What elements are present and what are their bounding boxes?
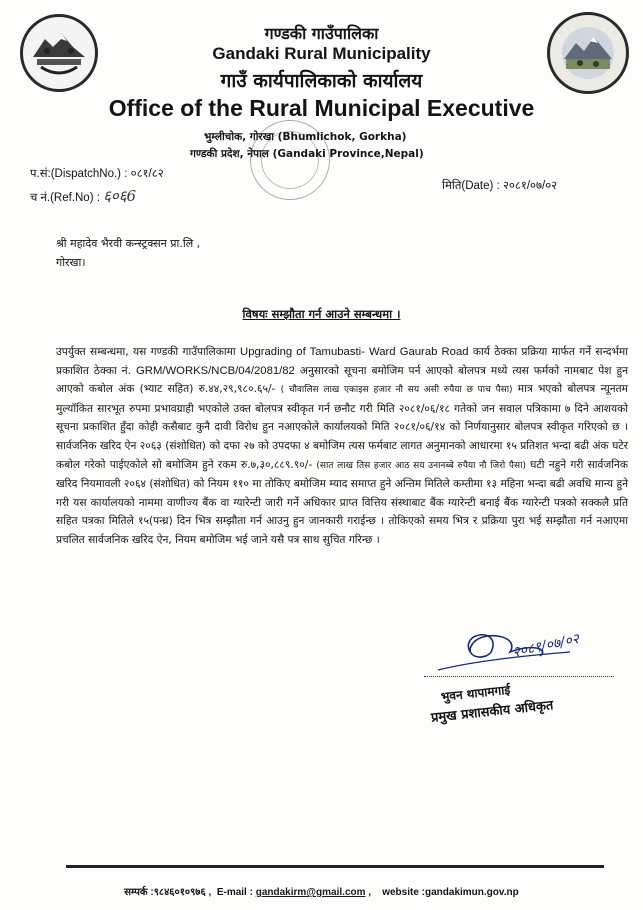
amount-in-words-1: ( चौवालिस लाख एकाइस हजार नौ सय असी रुपैया छ पाच पैसा) <box>280 385 513 396</box>
contract-number: GRM/WORKS/NCB/04/2081/82 <box>136 364 295 377</box>
footer-divider <box>66 865 604 868</box>
email-link[interactable]: gandakirm@gmail.com <box>255 887 366 898</box>
municipality-name-np: गण्डकी गाउँपालिका <box>264 24 379 43</box>
municipality-name-en: Gandaki Rural Municipality <box>212 44 431 63</box>
signature-line <box>424 676 614 677</box>
signature-date: २०८१/०७/०२ <box>511 631 581 661</box>
project-name: Upgrading of Tamubasti- Ward Gaurab Road <box>240 346 469 358</box>
reference-number: च नं.(Ref.No) : ६०६6 <box>30 187 137 205</box>
contact-phone: सम्पर्क :९८४६०१०९७६ , <box>124 887 212 898</box>
letter-body: उपर्युक्त सम्बन्धमा, यस गण्डकी गाउँपालिकामा Upgrading of Tamubasti- Ward Gaurab Road कार्य ठेक्का प्रक्रिया मार्फत गर्ने सन्दर्भमा प्रकाशित ठेक्का नं. GRM/WORKS/NCB/04/2081/82 अनुसारको सूचना बमोजिम पर्न आएको बोलपत्र मध्ये त्यस फर्मको नामबाट पेश हुन आएको कबोल अंक (भ्याट सहित) रु.४४,२९,९८०.६५/- ( चौवालिस लाख एकाइस हजार नौ सय असी रुपैया छ पाच पैसा) मात्र भएको बोलपत्र न्यूनतम मुल्यॉकित सारभूत रुपमा प्रभावग्राही भएकोले उक्त बोलपत्र स्वीकृत गर्न छनौट गरी मिति २०८१/०६/१८ गतेको जन सवाल पत्रिकामा ७ दिने आशयको सूचना प्रकाशित हुँदा कोही कसैबाट कुनै दावी विरोध हुन नआएकोले कार्यालयको मिति २०८१/०६/१४ को निर्णयानुसार बोलपत्र स्वीकृत गरिएको छ । सार्वजनिक खरिद ऐन २०६३ (संशोधित) को दफा २७ को उपदफा ४ बमोजिम त्यस फर्मबाट लागत अनुमानको आधारमा १५ प्रतिशत भन्दा बढी अंक घटेर कबोल गरेको पाईएकोले सो बमोजिम हुने रकम रु.७,३०,८८९.९०/- (सात लाख तिस हजार आठ सय उनानब्बे रुपैया नौ जिरो पैसा) घटी नहुने गरी सार्वजनिक खरिद नियमावली २०६४ (संशोधित) को नियम ११० मा तोकिए बमोजिम म्याद समाप्त हुने अन्तिम मितिले कम्तीमा १३ महिना भन्दा बढी अवधि मान्य हुने गरी यस कार्यालयको नाममा वाणीज्य बैंक वा ग्यारेन्टी जारी गर्ने अधिकार प्राप्त वित्तिय संस्थाबाट बैंक ग्यारेन्टी बनाई बैंक ग्यारेन्टी पत्रको सक्कलै प्रति सहित पत्रका मितिले १५(पन्ध्र) दिन भित्र सम्झौता गर्न आउनु हुन जानकारी गराईन्छ । तोकिएको समय भित्र र प्रक्रिया पुरा भई सम्झौता गर्न नआएमा प्रचलित सार्वजनिक खरिद ऐन, नियम बमोजिम भई जाने यसै पत्र साथ सुचित गरिन्छ । <box>56 346 629 546</box>
office-name-np: गाउँ कार्यपालिकाको कार्यालय <box>220 70 423 92</box>
amount-in-words-2: (सात लाख तिस हजार आठ सय उनानब्बे रुपैया नौ जिरो पैसा) <box>316 460 526 471</box>
footer-contact: सम्पर्क :९८४६०१०९७६ , E-mail : gandakirm@gmail.com , website :gandakimun.gov.np <box>124 887 519 898</box>
address-line-2: गण्डकी प्रदेश, नेपाल (Gandaki Province,Nepal) <box>190 148 424 160</box>
recipient-name: श्री महादेव भैरवी कन्स्ट्रक्सन प्रा.लि , <box>56 237 201 250</box>
signatory-name: भुवन थापामगाई <box>440 682 511 704</box>
letter-date: मिति(Date) : २०८१/०७/०२ <box>442 180 558 192</box>
office-name-en: Office of the Rural Municipal Executive <box>108 95 535 121</box>
subject-line: विषयः सम्झौता गर्न आउने सम्बन्धमा । <box>242 307 401 321</box>
address-line-1: भुम्लीचोक, गोरखा (Bhumlichok, Gorkha) <box>204 131 407 143</box>
office-stamp-inner <box>261 131 319 189</box>
recipient-address: गोरखा। <box>56 256 86 269</box>
signatory-title: प्रमुख प्रशासकीय अधिकृत <box>430 698 555 726</box>
website-link[interactable]: gandakimun.gov.np <box>425 887 519 898</box>
dispatch-number: प.सं:(DispatchNo.) : ०८१/८२ <box>30 168 164 180</box>
